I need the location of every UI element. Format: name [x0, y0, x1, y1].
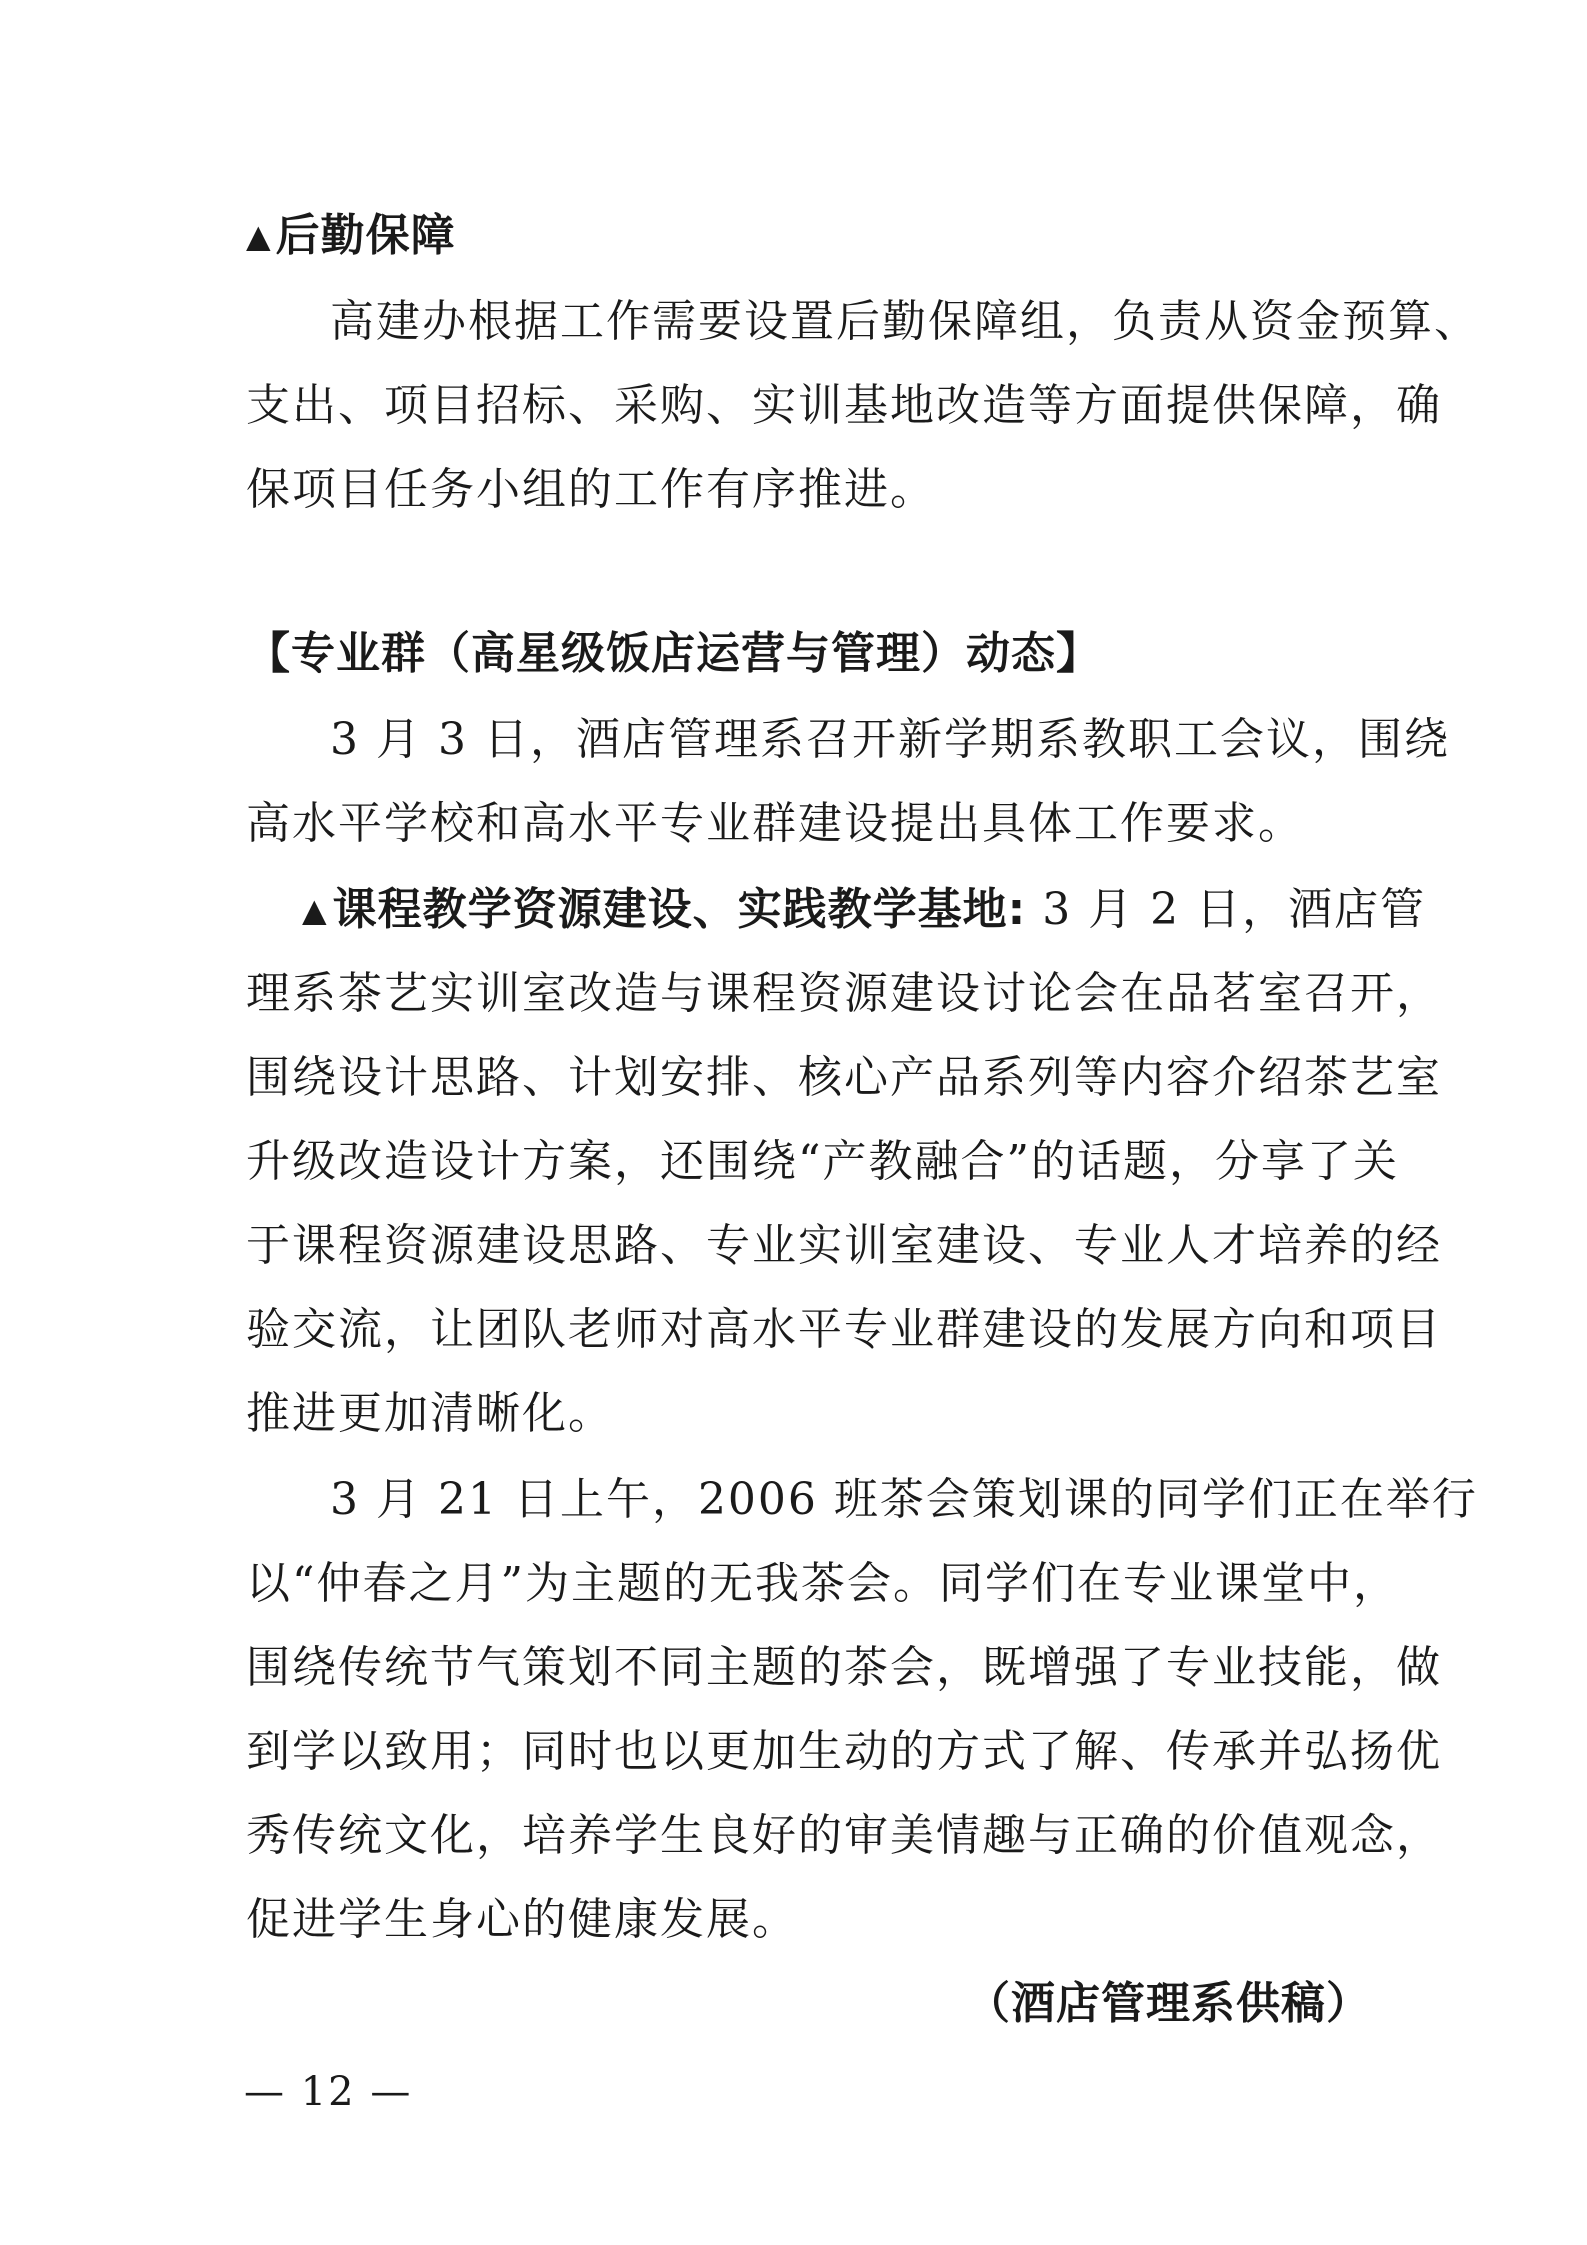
page-number: — 12 — — [244, 2069, 413, 2115]
dynamics-para3-line-3: 围绕传统节气策划不同主题的茶会，既增强了专业技能，做 — [246, 1642, 1442, 1693]
logistics-heading-text: 后勤保障 — [275, 210, 456, 261]
dynamics-para2-line-4: 升级改造设计方案，还围绕“产教融合”的话题，分享了关 — [246, 1136, 1399, 1187]
dynamics-para3-line-6: 促进学生身心的健康发展。 — [246, 1894, 798, 1945]
dynamics-para2-line-5: 于课程资源建设思路、专业实训室建设、专业人才培养的经 — [246, 1220, 1442, 1271]
para2-bold-lead: 课程教学资源建设、实践教学基地: — [332, 884, 1027, 935]
dynamics-para2-line-2: 理系茶艺实训室改造与课程资源建设讨论会在品茗室召开， — [246, 968, 1442, 1019]
dynamics-para3-line-4: 到学以致用；同时也以更加生动的方式了解、传承并弘扬优 — [246, 1726, 1442, 1777]
section-heading-dynamics: 【专业群（高星级饭店运营与管理）动态】 — [246, 628, 1101, 679]
logistics-line-2: 支出、项目招标、采购、实训基地改造等方面提供保障，确 — [246, 380, 1442, 431]
dynamics-para3-line-1: 3 月 21 日上午，2006 班茶会策划课的同学们正在举行 — [330, 1474, 1478, 1525]
dynamics-para2-line-7: 推进更加清晰化。 — [246, 1388, 614, 1439]
para2-first-rest: 3 月 2 日，酒店管 — [1026, 884, 1427, 935]
triangle-bullet-icon: ▲ — [246, 217, 272, 255]
dynamics-para2-line-1 — [302, 884, 1426, 936]
section-heading-logistics — [246, 210, 456, 262]
source-attribution: （酒店管理系供稿） — [966, 1978, 1371, 2029]
dynamics-para2-line-3: 围绕设计思路、计划安排、核心产品系列等内容介绍茶艺室 — [246, 1052, 1442, 1103]
dynamics-para3-line-2: 以“仲春之月”为主题的无我茶会。同学们在专业课堂中， — [246, 1558, 1399, 1609]
dynamics-para3-line-5: 秀传统文化，培养学生良好的审美情趣与正确的价值观念， — [246, 1810, 1442, 1861]
logistics-line-1: 高建办根据工作需要设置后勤保障组，负责从资金预算、 — [330, 296, 1480, 347]
dynamics-para1-line-1: 3 月 3 日，酒店管理系召开新学期系教职工会议，围绕 — [330, 714, 1450, 765]
triangle-bullet-icon: ▲ — [302, 891, 329, 929]
dynamics-para1-line-2: 高水平学校和高水平专业群建设提出具体工作要求。 — [246, 798, 1304, 849]
logistics-line-3: 保项目任务小组的工作有序推进。 — [246, 464, 936, 515]
dynamics-para2-line-6: 验交流，让团队老师对高水平专业群建设的发展方向和项目 — [246, 1304, 1442, 1355]
